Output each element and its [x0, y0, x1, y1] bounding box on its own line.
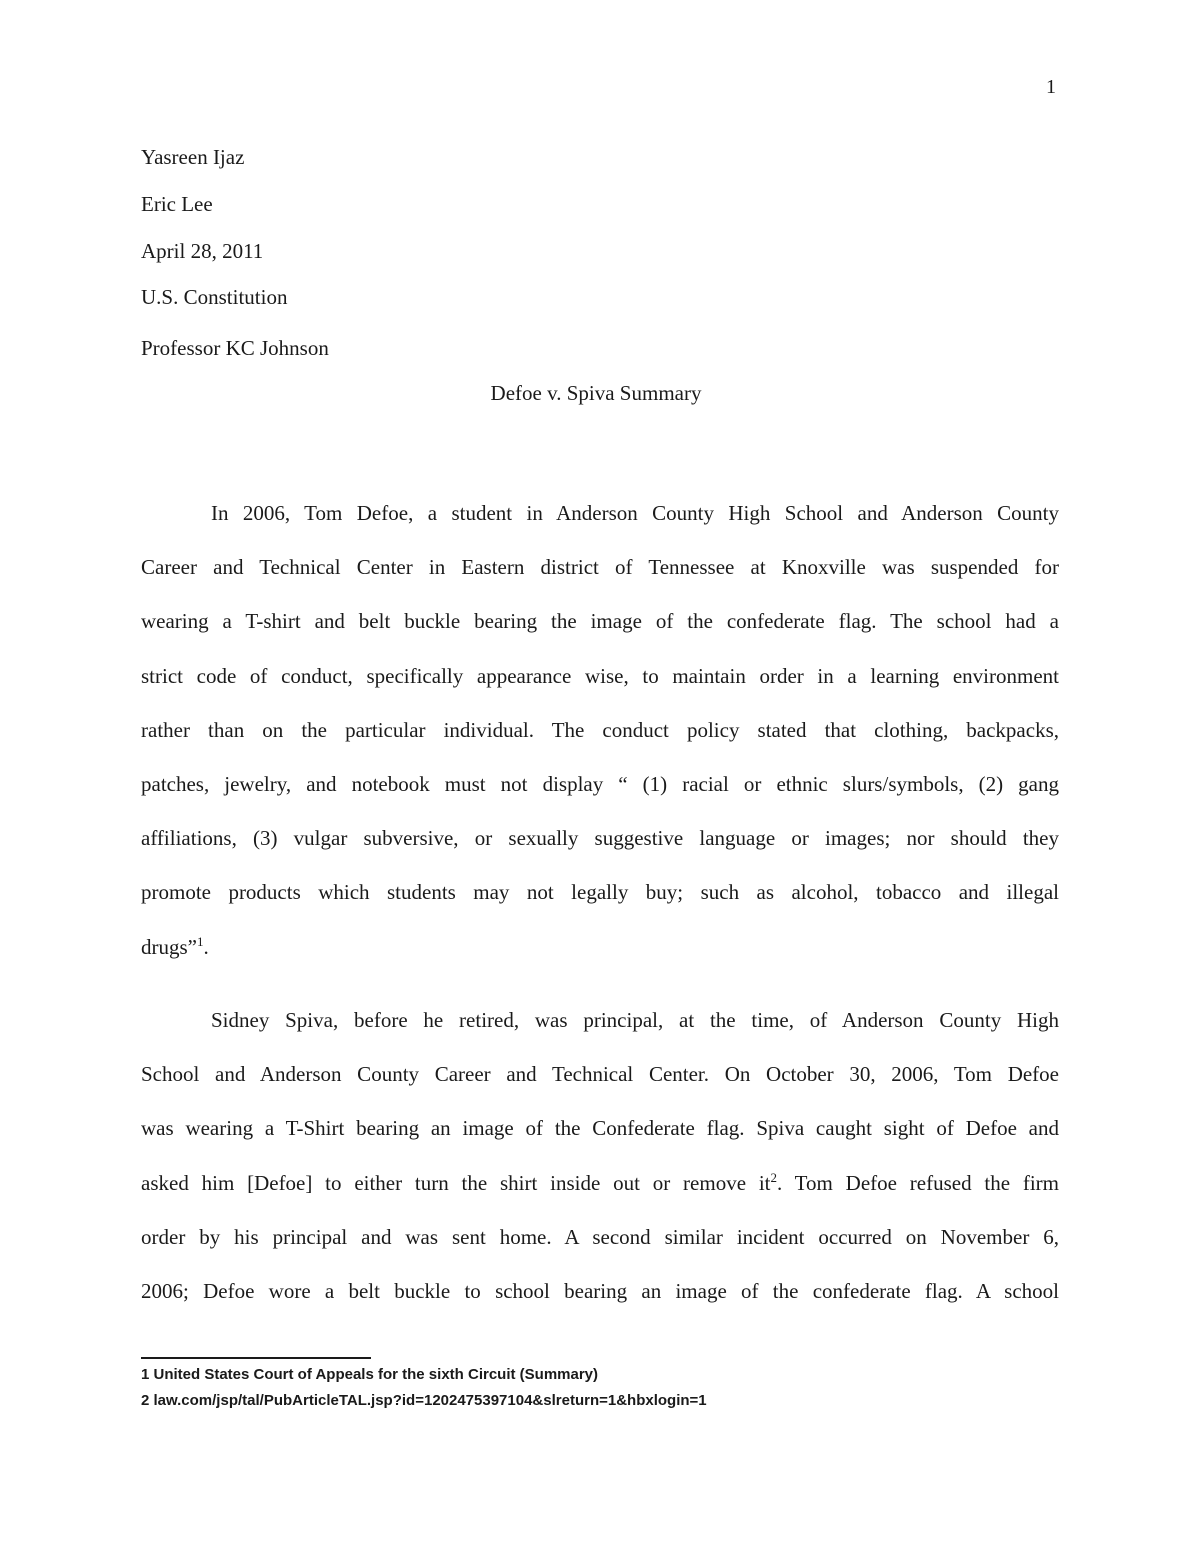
footnote-1: 1 United States Court of Appeals for the sixth Circuit (Summary) — [141, 1366, 599, 1383]
professor-name: Professor KC Johnson — [141, 336, 329, 360]
footnote-separator — [141, 1357, 371, 1359]
paragraph-line: Sidney Spiva, before he retired, was principal, at the time, of Anderson County High — [211, 1008, 1059, 1032]
paragraph-last-line — [141, 920, 1059, 974]
footnote-2: 2 law.com/jsp/tal/PubArticleTAL.jsp?id=1202475397104&slreturn=1&hbxlogin=1 — [141, 1392, 707, 1409]
paragraph-line: patches, jewelry, and notebook must not display “ (1) racial or ethnic slurs/symbols, (2) gang — [141, 772, 1059, 797]
paragraph-line: wearing a T-shirt and belt buckle bearing the image of the confederate flag. The school had a — [141, 609, 1059, 634]
paragraph-line: promote products which students may not legally buy; such as alcohol, tobacco and illegal — [141, 880, 1059, 905]
paragraph-line: In 2006, Tom Defoe, a student in Anderson County High School and Anderson County — [211, 501, 1059, 525]
paragraph-line: strict code of conduct, specifically appearance wise, to maintain order in a learning environment — [141, 663, 1059, 688]
paragraph-line: order by his principal and was sent home. A second similar incident occurred on November 6, — [141, 1224, 1059, 1249]
partner-name: Eric Lee — [141, 192, 213, 216]
paragraph-2 — [141, 993, 1059, 1318]
page-number: 1 — [1046, 76, 1056, 98]
document-title-text: Defoe v. Spiva Summary — [490, 381, 702, 405]
paragraph-line: affiliations, (3) vulgar subversive, or sexually suggestive language or images; nor should they — [141, 826, 1059, 851]
course-name: U.S. Constitution — [141, 285, 288, 309]
paragraph-line: was wearing a T-Shirt bearing an image of the Confederate flag. Spiva caught sight of Defoe and — [141, 1116, 1059, 1141]
paragraph-line-with-ref — [141, 1156, 1059, 1210]
footnote-ref-1: 1 — [197, 933, 204, 949]
document-title — [0, 381, 1200, 405]
paragraph-line: 2006; Defoe wore a belt buckle to school bearing an image of the confederate flag. A school — [141, 1279, 1059, 1304]
paragraph-line: rather than on the particular individual. The conduct policy stated that clothing, backpacks, — [141, 717, 1059, 742]
paragraph-line-text: asked him [Defoe] to either turn the shirt inside out or remove it — [141, 1170, 771, 1195]
footnote-ref-2: 2 — [770, 1169, 777, 1185]
date: April 28, 2011 — [141, 239, 264, 263]
paragraph-line-text: drugs” — [141, 934, 197, 959]
paragraph-line-tail: . — [203, 934, 209, 959]
paragraph-1 — [141, 486, 1059, 974]
paragraph-line: Career and Technical Center in Eastern district of Tennessee at Knoxville was suspended for — [141, 555, 1059, 580]
paragraph-line-tail: . Tom Defoe refused the firm — [777, 1170, 1059, 1195]
student-name: Yasreen Ijaz — [141, 145, 245, 169]
paragraph-line: School and Anderson County Career and Technical Center. On October 30, 2006, Tom Defoe — [141, 1062, 1059, 1087]
